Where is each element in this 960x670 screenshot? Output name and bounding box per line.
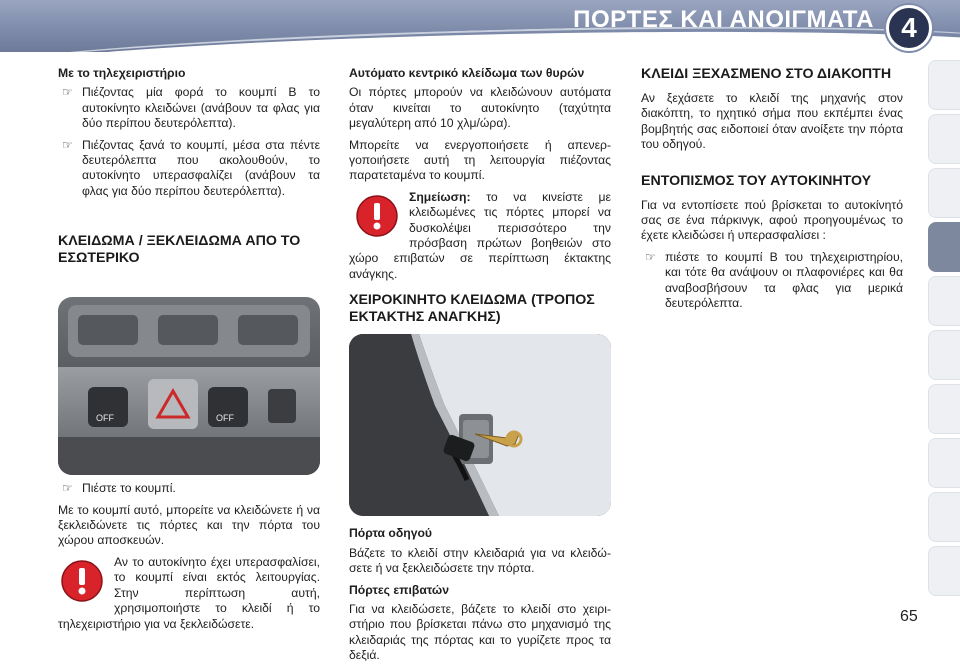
- manual-lock-heading: ΧΕΙΡΟΚΙΝΗΤΟ ΚΛΕΙΔΩΜΑ (ΤΡΟΠΟΣ ΕΚΤΑΚΤΗΣ ΑΝΑΓΚΗΣ): [349, 292, 595, 326]
- column-left: [58, 66, 320, 632]
- hand-pointer-icon: ☞: [62, 137, 73, 152]
- chapter-tab[interactable]: [928, 114, 960, 164]
- switch-label-left: OFF: [96, 413, 114, 424]
- press-button-bullet: [58, 481, 320, 496]
- page-number: 65: [900, 608, 918, 625]
- auto-lock-paragraph-2: Μπορείτε να ενεργοποιήσετε ή απενεργοποιήσετε αυτή τη λειτουργία πιέζοντας παρατεταμένα το κουμπί.: [349, 137, 611, 183]
- passenger-doors-heading: Πόρτες επιβατών: [349, 582, 449, 597]
- interior-lock-heading: ΚΛΕΙΔΩΜΑ / ΞΕΚΛΕΙΔΩΜΑ ΑΠΟ ΤΟ ΕΣΩΤΕΡΙΚΟ: [58, 233, 301, 267]
- hand-pointer-icon: ☞: [62, 481, 73, 496]
- auto-lock-heading: Αυτόματο κεντρικό κλείδωμα των θυρών: [349, 66, 585, 80]
- column-right: [641, 66, 903, 317]
- dashboard-button-photo: [58, 297, 320, 475]
- column-middle: [349, 66, 611, 670]
- chapter-tab[interactable]: [928, 546, 960, 596]
- key-in-ignition-text: Αν ξεχάσετε το κλειδί της μηχανής στον διακόπτη, το ηχητικό σήμα που εκπέμπει ένας βομβητής σας ειδοποιεί όταν ανοίξετε την πόρτα του οδηγού.: [641, 91, 903, 152]
- exclamation-warning-icon: [60, 559, 104, 603]
- chapter-tab[interactable]: [928, 60, 960, 110]
- locator-bullet: [641, 250, 903, 312]
- driver-door-text: Βάζετε το κλειδί στην κλειδαριά για να κλειδώσετε ή να ξεκλειδώσετε την πόρτα.: [349, 545, 611, 576]
- exclamation-warning-icon: [355, 194, 399, 238]
- emergency-note: [349, 190, 611, 282]
- chapter-title: ΠΟΡΤΕΣ ΚΑΙ ΑΝΟΙΓΜΑΤΑ: [573, 6, 874, 33]
- remote-heading: Με το τηλεχειριστήριο: [58, 66, 186, 80]
- chapter-tab[interactable]: [928, 330, 960, 380]
- remote-bullet-1-text: Πιέζοντας μία φορά το κουμπί B το αυτοκίνητο κλειδώνει (ανάβουν τα φλας για δύο περίπου δευτερόλεπτα).: [82, 85, 320, 131]
- door-lock-key-illustration: [349, 334, 611, 516]
- chapter-tab-active[interactable]: [928, 222, 960, 272]
- passenger-doors-text: Για να κλειδώσετε, βάζετε το κλειδί στο χειριστήριο που βρίσκεται πάνω στο μηχανισμό της κλειδαριάς της πόρτας και το γυρίζετε προς τα δεξιά.: [349, 601, 611, 663]
- hand-pointer-icon: ☞: [645, 249, 656, 264]
- remote-bullet-2: [58, 138, 320, 200]
- key-in-ignition-heading: ΚΛΕΙΔΙ ΞΕΧΑΣΜΕΝΟ ΣΤΟ ΔΙΑΚΟΠΤΗ: [641, 66, 892, 82]
- interior-lock-description: Με το κουμπί αυτό, μπορείτε να κλειδώνετε ή να ξεκλειδώνετε τις πόρτες και την πόρτα του χώρου αποσκευών.: [58, 502, 320, 548]
- door-lock-photo: [349, 334, 611, 516]
- chapter-tab[interactable]: [928, 276, 960, 326]
- press-button-text: Πιέστε το κουμπί.: [82, 481, 176, 496]
- superlock-note-text: Αν το αυτοκίνητο έχει υπερασφαλίσει, το κουμπί είναι εκτός λειτουργίας. Στην περίπτωση αυτή, χρησιμοποιήστε το κλειδί ή το τηλεχειριστήριο για να ξεκλειδώσετε.: [58, 554, 320, 631]
- remote-bullet-2-text: Πιέζοντας ξανά το κουμπί, μέσα στα πέντε δευτερόλεπτα που ακολουθούν, το αυτοκίνητο υπερασφαλίζει (ανάβουν τα φλας για δύο περίπου δευτερόλεπτα).: [82, 137, 320, 198]
- vehicle-locator-heading: ΕΝΤΟΠΙΣΜΟΣ ΤΟΥ ΑΥΤΟΚΙΝΗΤΟΥ: [641, 172, 872, 189]
- chapter-tab[interactable]: [928, 384, 960, 434]
- switch-label-right: OFF: [216, 413, 234, 424]
- chapter-tabs: [928, 60, 960, 600]
- emergency-note-text: το να κινείστε με κλειδωμένες τις πόρτες μπορεί να δυσκολέψει περισσότερο την πρόσβαση πρώτων βοηθειών στο χώρο επιβατών σε περίπτωση έκτακτης ανάγκης.: [349, 189, 611, 281]
- remote-bullet-1: [58, 85, 320, 131]
- hand-pointer-icon: ☞: [62, 85, 73, 100]
- dashboard-switches-illustration: [58, 297, 320, 475]
- auto-lock-paragraph-1: Οι πόρτες μπορούν να κλειδώνουν αυτόματα όταν κινείται το αυτοκίνητο (ταχύτητα μεγαλύτερη από 10 χλμ/ώρα).: [349, 85, 611, 131]
- driver-door-heading: Πόρτα οδηγού: [349, 526, 433, 541]
- chapter-tab[interactable]: [928, 492, 960, 542]
- chapter-tab[interactable]: [928, 168, 960, 218]
- vehicle-locator-text: Για να εντοπίσετε πού βρίσκεται το αυτοκίνητό σας σε ένα πάρκινγκ, αφού προηγουμένως το έχετε κλειδώσει ή υπερασφαλίσει :: [641, 197, 903, 243]
- page-header: [0, 0, 960, 52]
- superlock-note: [58, 555, 320, 632]
- note-label: Σημείωση:: [409, 189, 471, 204]
- chapter-number-badge: 4: [886, 5, 932, 51]
- locator-bullet-text: πιέστε το κουμπί B του τηλεχειριστηρίου, και τότε θα ανάψουν οι πλαφονιέρες και θα αναβοσβήσουν τα φλας για μερικά δευτερόλεπτα.: [665, 249, 903, 311]
- chapter-tab[interactable]: [928, 438, 960, 488]
